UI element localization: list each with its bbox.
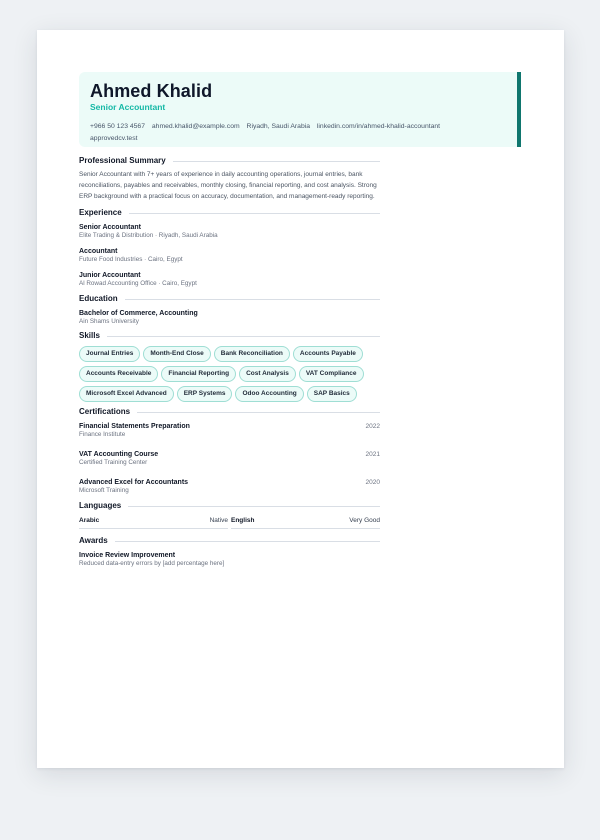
award-desc: Reduced data-entry errors by [add percentage here] <box>79 560 225 568</box>
certification-item <box>79 478 380 495</box>
certification-item <box>79 450 380 467</box>
contact-info <box>90 121 507 145</box>
resume-header <box>79 72 521 147</box>
skill-chip: SAP Basics <box>307 386 357 402</box>
languages-list <box>79 516 380 529</box>
certification-item <box>79 422 380 439</box>
awards-heading: Awards <box>79 536 380 546</box>
resume-body <box>79 156 380 568</box>
summary-text: Senior Accountant with 7+ years of experience in daily accounting operations, journal entries, bank reconciliations, payables and receivables, monthly closing, financial reporting, and cost analysis. Strong ERP background with a practical focus on accuracy, documentation, and management-ready reporting. <box>79 171 377 200</box>
candidate-name: Ahmed Khalid <box>90 81 213 101</box>
skill-chip: Bank Reconciliation <box>214 346 290 362</box>
skill-chip: Accounts Payable <box>293 346 363 362</box>
summary-heading: Professional Summary <box>79 156 380 166</box>
phone: +966 50 123 4567 <box>90 123 145 130</box>
job-org: Al Rowad Accounting Office · Cairo, Egypt <box>79 280 197 288</box>
language-name: Arabic <box>79 517 100 525</box>
experience-item <box>79 247 380 264</box>
email[interactable]: ahmed.khalid@example.com <box>151 123 240 130</box>
candidate-title: Senior Accountant <box>90 102 166 112</box>
skill-chip: Financial Reporting <box>161 366 236 382</box>
skill-chip: Odoo Accounting <box>235 386 303 402</box>
skill-chip: Month-End Close <box>143 346 210 362</box>
language-level: Very Good <box>349 517 380 525</box>
education-heading: Education <box>79 294 380 304</box>
cert-issuer: Microsoft Training <box>79 487 129 495</box>
language-item <box>79 516 228 529</box>
education-item <box>79 309 380 326</box>
language-level: Native <box>209 517 228 525</box>
cert-issuer: Certified Training Center <box>79 459 148 467</box>
skills-list <box>79 346 380 402</box>
cert-issuer: Finance Institute <box>79 431 126 439</box>
resume-page <box>37 30 564 768</box>
cert-name: Financial Statements Preparation <box>79 423 190 431</box>
cert-year: 2021 <box>365 451 380 459</box>
experience-heading: Experience <box>79 208 380 218</box>
job-org: Elite Trading & Distribution · Riyadh, Saudi Arabia <box>79 232 218 240</box>
degree: Bachelor of Commerce, Accounting <box>79 310 198 318</box>
skill-chip: Cost Analysis <box>239 366 296 382</box>
job-title: Senior Accountant <box>79 224 141 232</box>
job-title: Accountant <box>79 248 118 256</box>
linkedin-link[interactable]: linkedin.com/in/ahmed-khalid-accountant <box>316 123 441 130</box>
skill-chip: Accounts Receivable <box>79 366 158 382</box>
cert-year: 2020 <box>365 479 380 487</box>
job-org: Future Food Industries · Cairo, Egypt <box>79 256 183 264</box>
location: Riyadh, Saudi Arabia <box>246 123 311 130</box>
certifications-heading: Certifications <box>79 407 380 417</box>
cert-name: VAT Accounting Course <box>79 451 159 459</box>
skills-heading: Skills <box>79 331 380 341</box>
languages-heading: Languages <box>79 501 380 511</box>
language-item <box>231 516 380 529</box>
school: Ain Shams University <box>79 318 139 326</box>
experience-item <box>79 271 380 288</box>
skill-chip: Microsoft Excel Advanced <box>79 386 174 402</box>
cert-name: Advanced Excel for Accountants <box>79 479 189 487</box>
award-name: Invoice Review Improvement <box>79 552 176 560</box>
cert-year: 2022 <box>365 423 380 431</box>
award-item <box>79 551 380 568</box>
skill-chip: Journal Entries <box>79 346 140 362</box>
job-title: Junior Accountant <box>79 272 141 280</box>
skill-chip: VAT Compliance <box>299 366 364 382</box>
language-name: English <box>231 517 255 525</box>
skill-chip: ERP Systems <box>177 386 233 402</box>
website-link[interactable]: approvedcv.test <box>90 135 138 142</box>
experience-item <box>79 223 380 240</box>
